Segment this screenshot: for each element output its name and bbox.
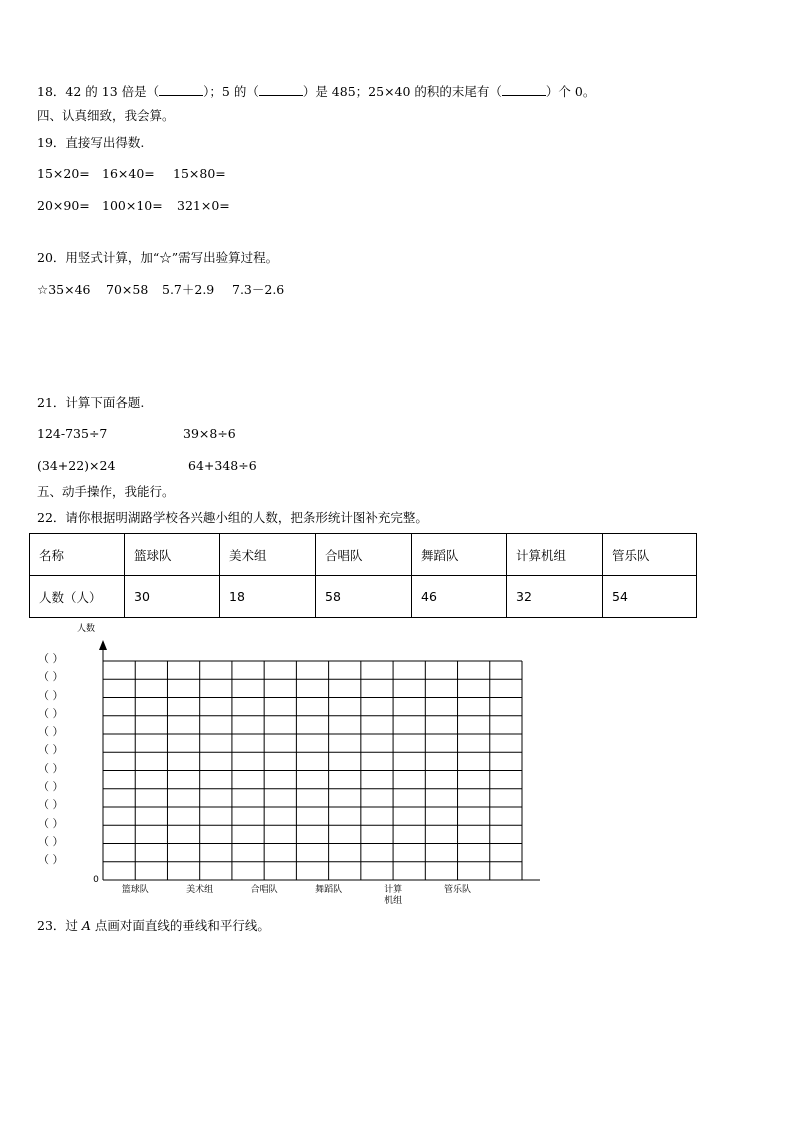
q21-item: 39×8÷6: [183, 426, 236, 441]
x-tick-label: 管乐队: [444, 885, 472, 895]
table-cell: 合唱队: [316, 534, 412, 576]
question-22-title: 22．请你根据明湖路学校各兴趣小组的人数，把条形统计图补充完整。: [37, 510, 428, 525]
table-cell: 舞蹈队: [412, 534, 507, 576]
table-cell: 46: [412, 576, 507, 618]
q19-item: 321×0=: [177, 198, 230, 213]
question-20-title: 20．用竖式计算，加“☆”需写出验算过程。: [37, 250, 279, 265]
x-tick-label: 美术组: [186, 885, 214, 895]
q21-item: 124-735÷7: [37, 426, 108, 441]
x-tick-label: 机组: [384, 896, 403, 906]
q19-item: 15×80=: [173, 166, 226, 181]
table-cell: 58: [316, 576, 412, 618]
q18-text-2: ）；5 的（: [203, 84, 259, 99]
point-a-label: A: [81, 918, 91, 933]
y-axis-label: 人数: [76, 624, 96, 634]
section-5-heading: 五、动手操作，我能行。: [37, 484, 175, 499]
q19-item: 20×90=: [37, 198, 90, 213]
x-tick-label: 篮球队: [121, 885, 149, 895]
question-23: [37, 918, 270, 934]
y-tick-blank[interactable]: （ ）: [38, 652, 64, 665]
y-tick-blank[interactable]: （ ）: [38, 670, 64, 684]
x-tick-label: 舞蹈队: [315, 885, 343, 895]
table-cell: 32: [507, 576, 603, 618]
y-axis-arrow: [99, 640, 107, 650]
y-tick-blank[interactable]: （ ）: [38, 743, 64, 757]
q21-item: 64+348÷6: [188, 458, 257, 473]
table-cell: 30: [125, 576, 220, 618]
q18-text-4: ）个 0。: [545, 84, 596, 99]
table-cell: 计算机组: [507, 534, 603, 576]
y-tick-blank[interactable]: （ ）: [38, 706, 64, 720]
x-tick-label: 合唱队: [250, 885, 278, 895]
q21-item: (34+22)×24: [37, 458, 116, 473]
y-tick-blank[interactable]: （ ）: [38, 761, 64, 775]
q23-text-2: 点画对面直线的垂线和平行线。: [90, 918, 270, 933]
q19-item: 16×40=: [102, 166, 155, 181]
q19-item: 100×10=: [102, 198, 163, 213]
q19-item: 15×20=: [37, 166, 90, 181]
y-tick-blank[interactable]: （ ）: [38, 688, 64, 702]
origin-label: 0: [93, 875, 99, 885]
y-tick-blank[interactable]: （ ）: [38, 725, 64, 739]
y-tick-blank[interactable]: （ ）: [38, 780, 64, 794]
table-cell: 54: [603, 576, 697, 618]
x-tick-label: 计算: [384, 885, 403, 895]
q20-item: 7.3－2.6: [232, 282, 285, 297]
q18-text-1: 18．42 的 13 倍是（: [37, 84, 160, 99]
q20-item: ☆35×46: [37, 282, 91, 297]
table-cell: 名称: [30, 534, 125, 576]
question-21-title: 21．计算下面各题.: [37, 395, 145, 410]
y-tick-blank[interactable]: （ ）: [38, 853, 64, 867]
q20-item: 70×58: [106, 282, 149, 297]
section-4-heading: 四、认真细致，我会算。: [37, 108, 175, 123]
table-cell: 美术组: [220, 534, 316, 576]
table-cell: 18: [220, 576, 316, 618]
y-tick-blank[interactable]: （ ）: [38, 816, 64, 830]
q18-text-3: ）是 485；25×40 的积的末尾有（: [302, 84, 502, 99]
question-19-title: 19．直接写出得数.: [37, 135, 145, 150]
table-cell: 人数（人）: [30, 576, 125, 618]
table-cell: 篮球队: [125, 534, 220, 576]
table-cell: 管乐队: [603, 534, 697, 576]
y-tick-blank[interactable]: （ ）: [38, 834, 64, 848]
y-tick-blank[interactable]: （ ）: [38, 798, 64, 812]
q23-text-1: 23．过: [37, 918, 82, 933]
q20-item: 5.7＋2.9: [162, 282, 215, 297]
